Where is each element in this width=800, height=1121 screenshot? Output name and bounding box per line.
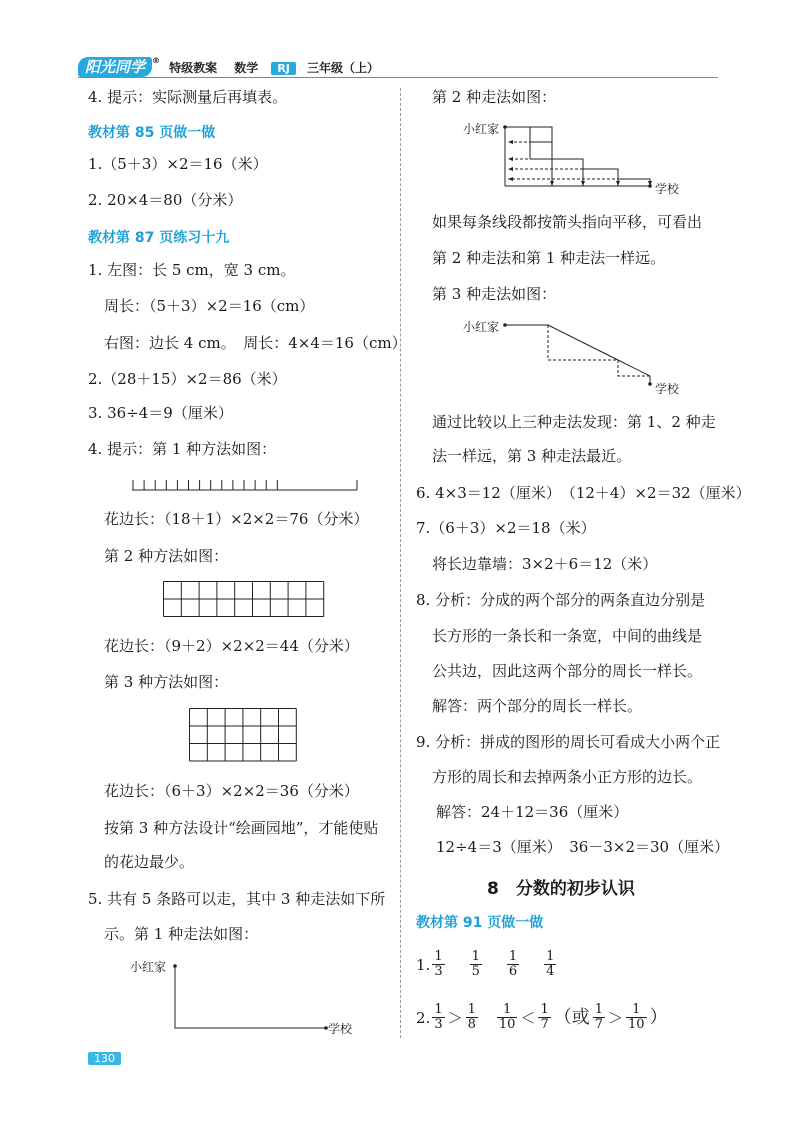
q2-fraction-1: $\frac{1}{3}$ <box>434 1002 443 1032</box>
left-line-2: 1.（5＋3）×2＝16（米） <box>88 155 268 173</box>
left-line-14: 花边长：（6＋3）×2×2＝36（分米） <box>104 782 359 800</box>
right-line-1: 第 2 种走法如图： <box>432 88 557 106</box>
right-line-11: 长方形的一条长和一条宽，中间的曲线是 <box>432 627 703 645</box>
left-line-1: 4. 提示：实际测量后再填表。 <box>88 88 288 106</box>
route-3-home-label: 小红家 <box>463 320 500 334</box>
left-line-11: 第 2 种方法如图： <box>104 547 229 565</box>
left-line-13: 第 3 种方法如图： <box>104 673 229 691</box>
right-line-12: 公共边，因此这两个部分的周长一样长。 <box>432 662 703 680</box>
section-heading-91: 教材第 91 页做一做 <box>416 915 544 931</box>
q2-fraction-5: $\frac{1}{7}$ <box>594 1002 604 1032</box>
left-line-3: 2. 20×4＝80（分米） <box>88 191 243 209</box>
right-line-3: 第 2 种走法和第 1 种走法一样远。 <box>432 249 666 267</box>
route-3-figure <box>500 320 656 386</box>
question-2-label: 2. <box>416 1008 431 1027</box>
right-line-6: 法一样远，第 3 种走法最近。 <box>432 447 632 465</box>
question-1-label: 1. <box>416 955 431 974</box>
left-line-7: 2.（28＋15）×2＝86（米） <box>88 370 287 388</box>
right-line-14: 9. 分析：拼成的图形的周长可看成大小两个正 <box>416 733 721 751</box>
route-2-figure <box>500 122 656 190</box>
q1-fraction-4: $\frac{1}{4}$ <box>546 949 555 979</box>
right-line-8: 7.（6＋3）×2＝18（米） <box>416 519 596 537</box>
book-title: 特级教案 <box>169 61 218 75</box>
q1-fraction-3: $\frac{1}{6}$ <box>508 949 518 979</box>
question-1 <box>416 950 559 979</box>
left-line-6: 右图：边长 4 cm。 周长：4×4＝16（cm） <box>104 334 407 352</box>
q2-paren-close: ） <box>649 1006 668 1028</box>
edition-badge: RJ <box>271 62 296 75</box>
method-2-grid <box>163 581 325 617</box>
q2-fraction-3: $\frac{1}{10}$ <box>498 1002 516 1032</box>
section-heading-85: 教材第 85 页做一做 <box>88 125 216 141</box>
q2-fraction-2: $\frac{1}{8}$ <box>467 1002 476 1032</box>
q2-paren-open: （或 <box>553 1006 590 1028</box>
page-number: 130 <box>88 1047 121 1066</box>
route-1-school-label: 学校 <box>328 1022 353 1036</box>
right-line-5: 通过比较以上三种走法发现：第 1、2 种走 <box>432 413 716 431</box>
q2-fraction-6: $\frac{1}{10}$ <box>628 1002 645 1032</box>
subject: 数学 <box>234 61 259 75</box>
right-line-7: 6. 4×3＝12（厘米） （12＋4）×2＝32（厘米） <box>416 484 751 502</box>
brand-logo: 阳光同学 <box>78 57 152 77</box>
q2-op-2: ＜ <box>520 1008 536 1027</box>
chapter-title: 8 分数的初步认识 <box>487 879 635 899</box>
q2-op-3: ＞ <box>608 1008 624 1027</box>
right-line-16: 解答：24＋12＝36（厘米） <box>436 803 629 821</box>
right-line-15: 方形的周长和去掉两条小正方形的边长。 <box>432 768 703 786</box>
left-line-15: 按第 3 种方法设计“绘画园地”，才能使贴 <box>104 819 379 837</box>
grade: 三年级（上） <box>307 61 380 75</box>
header <box>78 56 379 77</box>
method-3-grid <box>189 708 297 762</box>
question-2 <box>416 1003 668 1032</box>
q2-op-1: ＞ <box>447 1008 463 1027</box>
route-1-home-label: 小红家 <box>130 960 167 974</box>
left-line-16: 的花边最少。 <box>104 853 195 871</box>
method-1-figure <box>132 476 358 494</box>
right-line-17: 12÷4＝3（厘米） 36－3×2＝30（厘米） <box>436 838 730 856</box>
left-line-10: 花边长：（18＋1）×2×2＝76（分米） <box>104 510 369 528</box>
section-heading-87: 教材第 87 页练习十九 <box>88 230 230 246</box>
left-line-17: 5. 共有 5 条路可以走，其中 3 种走法如下所 <box>88 890 386 908</box>
left-line-8: 3. 36÷4＝9（厘米） <box>88 404 233 422</box>
left-line-4: 1. 左图：长 5 cm，宽 3 cm。 <box>88 261 296 279</box>
right-line-13: 解答：两个部分的周长一样长。 <box>432 697 643 715</box>
route-1-figure <box>170 960 330 1032</box>
column-divider <box>400 88 401 1038</box>
right-line-9: 将长边靠墙：3×2＋6＝12（米） <box>432 555 658 573</box>
left-line-18: 示。第 1 种走法如图： <box>104 925 259 943</box>
right-line-10: 8. 分析：分成的两个部分的两条直边分别是 <box>416 591 706 609</box>
route-2-school-label: 学校 <box>655 182 680 196</box>
q2-fraction-4: $\frac{1}{7}$ <box>540 1002 549 1032</box>
right-line-4: 第 3 种走法如图： <box>432 285 557 303</box>
registered-mark: ® <box>152 56 161 65</box>
left-line-9: 4. 提示：第 1 种方法如图： <box>88 440 277 458</box>
header-rule <box>78 77 718 78</box>
q1-fraction-2: $\frac{1}{5}$ <box>471 949 480 979</box>
left-line-12: 花边长：（9＋2）×2×2＝44（分米） <box>104 637 359 655</box>
q1-fraction-1: $\frac{1}{3}$ <box>434 949 443 979</box>
route-2-home-label: 小红家 <box>463 122 500 136</box>
left-line-5: 周长：（5＋3）×2＝16（cm） <box>104 297 315 315</box>
right-line-2: 如果每条线段都按箭头指向平移，可看出 <box>432 213 703 231</box>
route-3-school-label: 学校 <box>655 382 680 396</box>
